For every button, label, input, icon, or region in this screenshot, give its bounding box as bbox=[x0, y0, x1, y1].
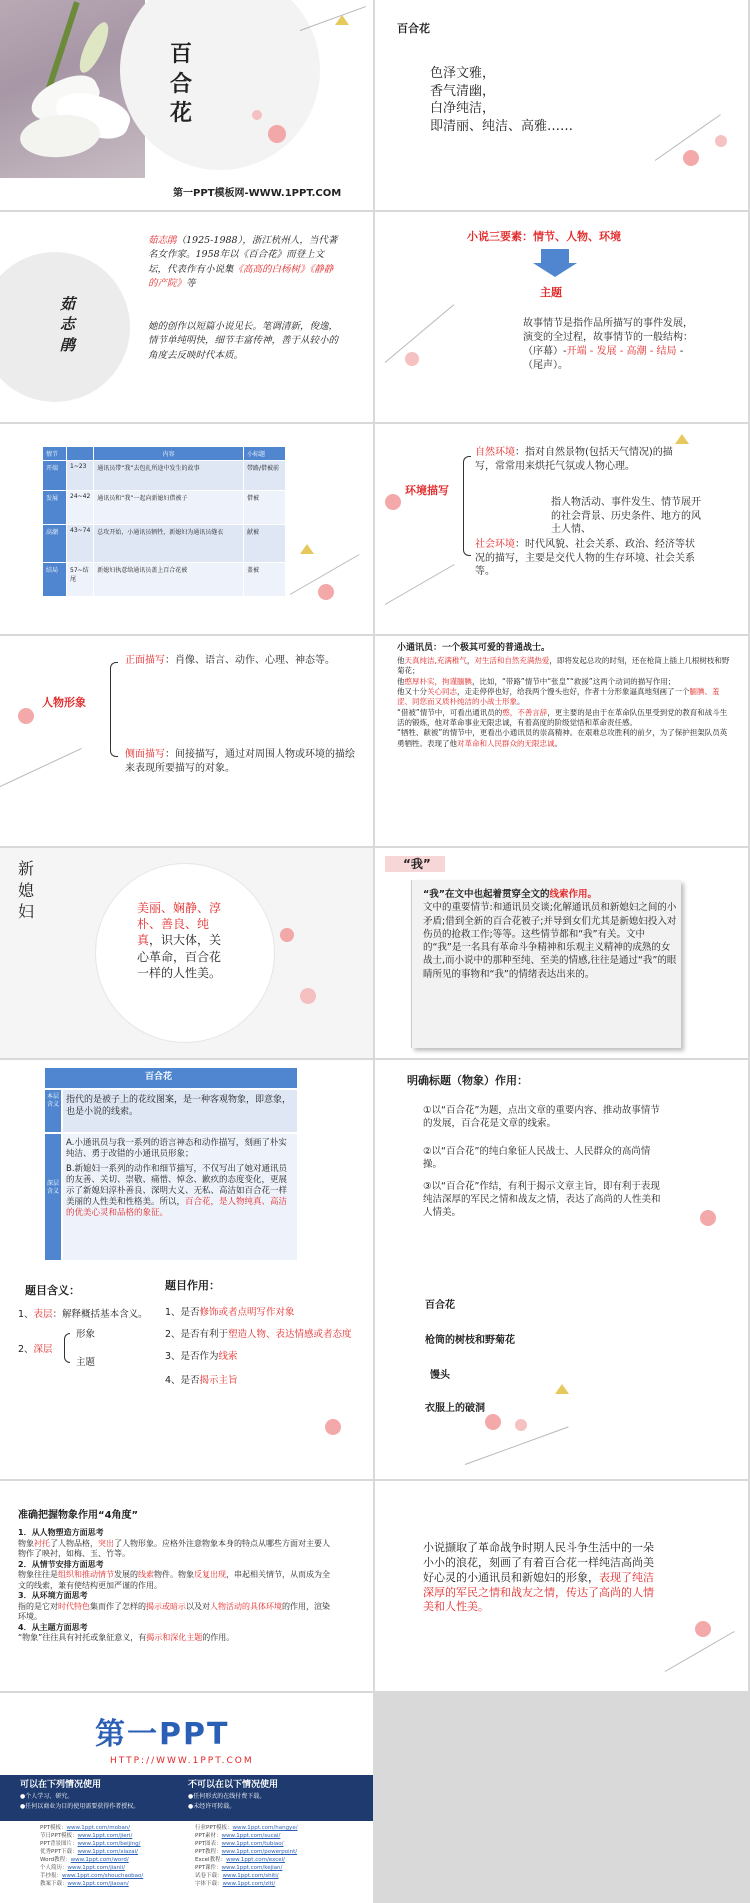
link[interactable]: www.1ppt.com/jianli/ bbox=[67, 1864, 126, 1871]
link[interactable]: www.1ppt.com/moban/ bbox=[66, 1825, 131, 1831]
title-function-heading: 明确标题（物象）作用： bbox=[407, 1074, 528, 1087]
cannot-use-1: ●任何形式的在线付费下载。 bbox=[188, 1793, 266, 1800]
link-row bbox=[195, 1857, 298, 1865]
table-cell: 借被 bbox=[244, 491, 286, 525]
link[interactable]: www.1ppt.com/word/ bbox=[70, 1856, 129, 1863]
line: 香气清幽， bbox=[430, 83, 496, 99]
link-label: PPT教程： bbox=[195, 1848, 222, 1855]
flower-deco bbox=[252, 110, 262, 120]
branch-deco bbox=[385, 304, 455, 363]
text: 2、是否有利于 bbox=[165, 1329, 229, 1340]
brand-url: HTTP://WWW.1PPT.COM bbox=[110, 1756, 254, 1766]
messenger-analysis bbox=[397, 656, 730, 749]
highlight: 憨厚朴实，拘谨腼腆 bbox=[404, 676, 472, 686]
link-row bbox=[195, 1841, 298, 1849]
table-cell: 通讯员和“我”一起向新媳妇借被子 bbox=[94, 491, 244, 525]
can-use-title: 可以在下列情况使用 bbox=[20, 1780, 102, 1790]
function-item-3 bbox=[165, 1351, 238, 1364]
angle-body-4 bbox=[18, 1633, 333, 1644]
text: ，串起相关情节，从而成为全文的线索，兼有使结构更加严谨的作用。 bbox=[18, 1570, 330, 1590]
narrator-tag-text: “我” bbox=[403, 857, 431, 871]
flower-deco bbox=[683, 150, 699, 166]
table-row bbox=[43, 491, 286, 525]
text: “我”在文中也起着贯穿全文的 bbox=[423, 889, 550, 900]
slide-4-elements bbox=[375, 212, 748, 422]
slide-10-narrator bbox=[375, 848, 748, 1058]
narrator-body: 文中的重要情节:和通讯员交谈;化解通讯员和新媳妇之间的小矛盾;借到全新的百合花被子;并导到女们尤其是新媳妇投入对伤员的抢救工作;等等。这些情节都和“我”有关。文中的“我”是一名具有革命斗争精神和乐观主义精神的成熟的女战士,而小说中的那种至纯、至美的情感,往往是通过“我”的眼睛所见的事物和“我”的情绪表达出来的。 bbox=[423, 902, 677, 980]
social-label: 社会环境 bbox=[475, 539, 515, 550]
social-text: ：时代风貌、社会关系、政治、经济等状况的描写，主要是交代人物的生存环境、社会关系等。 bbox=[475, 539, 695, 577]
bride-character bbox=[137, 900, 229, 981]
plot-description bbox=[523, 317, 698, 373]
highlight: 对生活和自然充满热爱 bbox=[474, 656, 550, 665]
link-row bbox=[195, 1825, 298, 1833]
social-environment-top: 指人物活动、事件发生、情节展开的社会背景、历史条件、地方的风土人情、 bbox=[551, 497, 701, 535]
highlight: 揭示或暗示 bbox=[146, 1601, 186, 1611]
flower-deco bbox=[385, 494, 401, 510]
author-vertical-name bbox=[60, 294, 75, 355]
row1-content: 指代的是被子上的花纹图案，是一种客观物象，即意象，也是小说的线索。 bbox=[66, 1095, 292, 1118]
summary-theme: 表现了纯洁深厚的军民之情和战友之情，传达了高尚的人情美和人性美。 bbox=[423, 1570, 654, 1614]
meaning-sub-2: 主题 bbox=[76, 1357, 96, 1368]
can-use-1: ●个人学习、研究。 bbox=[20, 1793, 74, 1800]
text: 的作用。 bbox=[202, 1633, 235, 1643]
table-cell: 带路/借被前 bbox=[244, 461, 286, 491]
branch-deco bbox=[665, 1631, 735, 1672]
natural-environment bbox=[475, 446, 690, 473]
text: 物象往往是 bbox=[18, 1570, 58, 1580]
link[interactable]: www.1ppt.com/sucai/ bbox=[221, 1832, 281, 1839]
plot-structure: 开端 - 发展 - 高潮 - 结局 bbox=[566, 346, 677, 357]
link-row bbox=[40, 1841, 143, 1849]
link-label: 个人简历： bbox=[40, 1864, 68, 1871]
empty-gray-cell bbox=[375, 1693, 750, 1903]
slide-15-object-angles bbox=[0, 1481, 373, 1691]
flower-deco bbox=[405, 352, 419, 366]
plot-text: 故事情节是指作品所描写的事件发展，演变的全过程，故事情节的一般结构：（序幕）- bbox=[523, 318, 693, 357]
row2-label-cell bbox=[45, 1134, 61, 1260]
natural-label: 自然环境 bbox=[475, 447, 515, 458]
analysis-p2 bbox=[397, 677, 730, 687]
direct-description bbox=[125, 654, 355, 668]
link-row bbox=[40, 1833, 143, 1841]
link-row bbox=[40, 1873, 143, 1881]
branch-deco bbox=[300, 6, 366, 31]
right-link-list bbox=[195, 1825, 298, 1889]
cover-website: 第一PPT模板网-WWW.1PPT.COM bbox=[173, 188, 342, 199]
angle-heading-1: 1．从人物塑造方面思考 bbox=[18, 1528, 104, 1537]
narrator-content bbox=[423, 888, 678, 981]
direct-text: ：肖像、语言、动作、心理、神态等。 bbox=[165, 655, 335, 666]
angle-heading-3: 3．从环境方面思考 bbox=[18, 1591, 88, 1601]
link-label: Word教程： bbox=[40, 1856, 71, 1863]
angles-content bbox=[18, 1528, 333, 1644]
slide-3-author bbox=[0, 212, 373, 422]
name-char: 茹 bbox=[60, 295, 76, 313]
function-heading: 题目作用： bbox=[165, 1279, 220, 1292]
link[interactable]: www.1ppt.com/powerpoint/ bbox=[221, 1848, 298, 1855]
table-cell: 24~42 bbox=[67, 491, 94, 525]
text: B.新媳妇一系列的动作和细节描写，不仅写出了她对通讯员的友善、关切、崇敬、痛惜、悼念、歉疚的态度变化，更展示了新媳妇淳朴善良、深明大义、无私、高洁如百合花一样美丽的人性美和性格美。所以， bbox=[66, 1164, 288, 1208]
function-item-2 bbox=[165, 1329, 352, 1342]
table-cell: 献被 bbox=[244, 525, 286, 563]
text: 指的是它对 bbox=[18, 1601, 58, 1611]
text: 发展的 bbox=[114, 1570, 138, 1580]
author-bio bbox=[148, 234, 338, 291]
bio-text: 等 bbox=[186, 277, 196, 289]
text: 了人物形象。应格外注意物象本身的特点从哪些方面对主要人物作了映衬，如梅、玉、竹等。 bbox=[18, 1538, 330, 1559]
lily-description bbox=[430, 65, 573, 135]
text: 4、是否 bbox=[165, 1375, 200, 1386]
highlight: 对革命和人民群众的无限忠诚 bbox=[457, 738, 555, 748]
link-row bbox=[195, 1865, 298, 1873]
text: 了人物品格， bbox=[50, 1538, 98, 1548]
meaning-sub-1: 形象 bbox=[76, 1329, 96, 1340]
highlight: 人物活动的具体环境 bbox=[210, 1601, 282, 1611]
lily-petal-c bbox=[18, 112, 101, 161]
link[interactable]: www.1ppt.com/xiazai/ bbox=[77, 1848, 139, 1855]
indirect-text: ：间接描写，通过对周围人物或环境的描绘来表现所要描写的对象。 bbox=[125, 749, 355, 774]
text: 的作用，渲染环境。 bbox=[18, 1601, 330, 1622]
analysis-p1 bbox=[397, 656, 730, 677]
table-cell: 总攻开始，小通讯员牺牲，新媳妇为通讯员缝衣 bbox=[94, 525, 244, 563]
function-item-4 bbox=[165, 1375, 238, 1388]
line: 即清丽、纯洁、高雅…… bbox=[430, 118, 574, 134]
link-label: 手抄报： bbox=[40, 1872, 63, 1879]
text: “物象”往往具有衬托或象征意义，有 bbox=[18, 1633, 147, 1643]
bird-deco bbox=[555, 1384, 569, 1394]
down-arrow bbox=[541, 249, 569, 263]
brace bbox=[64, 1333, 70, 1363]
can-use-2: ●任何以商业为目的使用需要获得作者授权。 bbox=[20, 1803, 140, 1810]
link-row bbox=[40, 1881, 143, 1889]
highlight: 表层 bbox=[33, 1309, 53, 1320]
flower-deco bbox=[318, 584, 334, 600]
meaning-item-2 bbox=[18, 1344, 53, 1357]
cover-title bbox=[170, 40, 192, 129]
slide-17-copyright bbox=[0, 1693, 373, 1903]
table-row bbox=[43, 461, 286, 491]
title-circle bbox=[120, 0, 320, 170]
table-row bbox=[43, 563, 286, 597]
bio-text: （1925-1988），浙江杭州人，当代著名女作家。1958年以《百合花》而登上文坛，代表作有小说集 bbox=[148, 235, 338, 275]
object-2: 枪筒的树枝和野菊花 bbox=[425, 1335, 515, 1346]
brace bbox=[110, 662, 118, 757]
slide-2-lily bbox=[375, 0, 748, 210]
text: 他 bbox=[397, 656, 405, 665]
line: 白净纯洁， bbox=[430, 101, 496, 117]
messenger-title: 小通讯员：一个极其可爱的普通战士。 bbox=[397, 643, 551, 653]
object-4: 衣服上的破洞 bbox=[425, 1403, 485, 1414]
table-cell: 57~结尾 bbox=[67, 563, 94, 597]
highlight: 腼腆、羞涩、同您而又质朴纯洁的小战士形象 bbox=[397, 687, 720, 707]
table-header-text: 百合花 bbox=[145, 1072, 173, 1082]
link[interactable]: www.1ppt.com/jiaoan/ bbox=[67, 1880, 129, 1887]
link-label: PPT课件： bbox=[195, 1864, 222, 1871]
bride-summary: ，识大体，关心革命，百合花一样的人性美。 bbox=[137, 933, 222, 980]
angle-body-1 bbox=[18, 1539, 333, 1560]
natural-text: ：指对自然景物(包括天气情况)的描写，常常用来烘托气氛或人物心理。 bbox=[475, 447, 673, 472]
highlight: 揭示主旨 bbox=[199, 1375, 238, 1386]
text: “借被”情节中，可看出通讯员的 bbox=[397, 707, 503, 717]
link-row bbox=[195, 1833, 298, 1841]
flower-deco bbox=[695, 1621, 711, 1637]
row2-content bbox=[66, 1138, 294, 1219]
cannot-use-2: ●未经许可转载。 bbox=[188, 1803, 236, 1810]
title-char-3: 花 bbox=[170, 100, 193, 127]
text: 。 bbox=[554, 738, 562, 748]
highlight: 线索 bbox=[218, 1351, 238, 1362]
slide-13-title-meaning bbox=[0, 1269, 373, 1479]
link-label: PPT背景图片： bbox=[40, 1840, 78, 1847]
bird-deco bbox=[335, 15, 349, 25]
author-name: 茹志鹃 bbox=[148, 235, 177, 246]
bird-deco bbox=[300, 544, 314, 554]
highlight: 揭示和深化主题 bbox=[146, 1633, 203, 1643]
bird-deco bbox=[675, 434, 689, 444]
environment-label: 环境描写 bbox=[405, 484, 449, 497]
text: ，比如，“带路”情节中“张皇”“救援”这两个动词的描写作用； bbox=[472, 676, 676, 686]
function-point-3: ③以“百合花”作结，有利于揭示文章主旨，即有利于表现纯洁深厚的军民之情和战友之情，表达了高尚的人性美和人情美。 bbox=[423, 1181, 661, 1218]
title-char: 妇 bbox=[18, 902, 35, 922]
angle-heading-4: 4．从主题方面思考 bbox=[18, 1622, 88, 1632]
meaning-item-1 bbox=[18, 1309, 148, 1322]
highlight: 时代特色 bbox=[58, 1601, 90, 1611]
highlight: 修饰或者点明写作对象 bbox=[199, 1307, 295, 1318]
flower-deco bbox=[18, 708, 34, 724]
text: 1、 bbox=[18, 1309, 34, 1320]
link[interactable]: www.1ppt.com/ziti/ bbox=[222, 1880, 276, 1887]
link-row bbox=[195, 1849, 298, 1857]
slide-5-plot-table bbox=[0, 424, 373, 634]
highlight: 塑造人物、表达情感或者态度 bbox=[228, 1329, 352, 1340]
object-3: 馒头 bbox=[430, 1370, 450, 1381]
link[interactable]: www.1ppt.com/shouchaobao/ bbox=[62, 1872, 144, 1879]
link-label: 节日PPT模板： bbox=[40, 1832, 78, 1839]
link-label: 字体下载： bbox=[195, 1880, 223, 1887]
row2-label: 深层含义 bbox=[47, 1180, 60, 1195]
row2-point-a: A.小通讯员与我一系列的语言神态和动作描写，刻画了朴实纯洁、勇于改错的小通讯员形象； bbox=[66, 1138, 287, 1160]
link[interactable]: www.1ppt.com/jieri/ bbox=[77, 1832, 133, 1839]
name-char: 志 bbox=[60, 315, 76, 334]
plot-text: -（尾声）。 bbox=[523, 346, 684, 371]
brand-logo: 第一PPT bbox=[95, 1717, 230, 1752]
text: 集而作了怎样的 bbox=[90, 1601, 146, 1611]
flower-deco bbox=[268, 125, 286, 143]
link[interactable]: www.1ppt.com/tubiao/ bbox=[221, 1840, 284, 1847]
angle-heading-2: 2．从情节安排方面思考 bbox=[18, 1559, 104, 1569]
plot-table bbox=[42, 446, 286, 597]
highlight: 关心同志 bbox=[427, 687, 457, 697]
angle-body-2 bbox=[18, 1570, 333, 1591]
flower-deco bbox=[515, 1419, 527, 1431]
link-label: 教案下载： bbox=[40, 1880, 68, 1887]
link[interactable]: www.1ppt.com/kejian/ bbox=[221, 1864, 283, 1871]
table-cell: 新媳妇执意给通讯员盖上百合花被 bbox=[94, 563, 244, 597]
table-cell: 43~74 bbox=[67, 525, 94, 563]
highlight: 反复出现 bbox=[194, 1570, 226, 1580]
brace bbox=[463, 456, 471, 556]
narrator-intro bbox=[423, 888, 678, 901]
branch-deco bbox=[0, 748, 82, 787]
flower-deco bbox=[485, 1414, 501, 1430]
link-row bbox=[40, 1825, 143, 1833]
object-1: 百合花 bbox=[425, 1300, 455, 1311]
slide-6-environment bbox=[375, 424, 748, 634]
bride-traits: 美丽、娴静、淳朴、善良、纯真 bbox=[137, 901, 222, 948]
slide-11-title-meaning-table bbox=[0, 1060, 373, 1270]
branch-deco bbox=[385, 564, 455, 605]
text: ，更主要的是由于在革命队伍里受到党的教育和战斗生活的锻炼，他对革命事业无限忠诚，有着高度的阶级觉悟和革命责任感。 bbox=[397, 707, 728, 728]
slide-7-character bbox=[0, 636, 373, 846]
link-label: Excel教程： bbox=[195, 1856, 227, 1863]
header-cell: 情节 bbox=[43, 447, 67, 461]
text: 3、是否作为 bbox=[165, 1351, 219, 1362]
slide-14-objects bbox=[375, 1269, 748, 1479]
text: 他 bbox=[397, 676, 405, 686]
branch-deco bbox=[465, 1426, 569, 1465]
flower-deco bbox=[325, 1419, 341, 1435]
link-row bbox=[195, 1881, 298, 1889]
link[interactable]: www.1ppt.com/beijing/ bbox=[77, 1840, 141, 1847]
analysis-p4 bbox=[397, 708, 730, 729]
analysis-p3 bbox=[397, 687, 730, 708]
bio-works: 《高高的白杨树》《静静的产院》 bbox=[148, 263, 334, 289]
text: ，走走停停也好，给我两个馒头也好，作者十分形象逼真地刻画了一个 bbox=[457, 687, 690, 697]
link[interactable]: www.1ppt.com/hangye/ bbox=[232, 1825, 298, 1831]
line: 色泽文雅， bbox=[430, 66, 496, 81]
author-style: 她的创作以短篇小说见长。笔调清新，俊逸，情节单纯明快，细节丰富传神，善于从较小的角度去反映时代本质。 bbox=[148, 321, 339, 361]
flower-deco bbox=[715, 135, 727, 147]
function-item-1 bbox=[165, 1307, 295, 1320]
text: 物象 bbox=[18, 1538, 34, 1548]
row2-point-b bbox=[66, 1164, 294, 1219]
header-cell bbox=[67, 447, 94, 461]
cannot-use-title: 不可以在以下情况使用 bbox=[188, 1780, 279, 1790]
slide-8-messenger bbox=[375, 636, 748, 846]
text: 物件。物象 bbox=[154, 1570, 194, 1580]
link[interactable]: www.1ppt.com/excel/ bbox=[226, 1856, 286, 1863]
table-cell: 通讯员带“我”去包扎所途中发生的故事 bbox=[94, 461, 244, 491]
angle-body-3 bbox=[18, 1602, 333, 1623]
function-point-1: ①以“百合花”为题，点出文章的重要内容、推动故事情节的发展，百合花是文章的线索。 bbox=[423, 1105, 660, 1129]
indirect-description bbox=[125, 748, 360, 775]
angles-heading: 准确把握物象作用“4角度” bbox=[18, 1510, 139, 1521]
social-environment bbox=[475, 538, 701, 579]
link-label: PPT图表： bbox=[195, 1840, 222, 1847]
link-label: 行业PPT模板： bbox=[195, 1825, 233, 1831]
title-char: 媳 bbox=[18, 880, 35, 900]
link-label: PPT素材： bbox=[195, 1832, 222, 1839]
link[interactable]: www.1ppt.com/shiti/ bbox=[222, 1872, 279, 1879]
bride-vertical-title bbox=[18, 858, 34, 923]
link-row bbox=[40, 1865, 143, 1873]
table-cell: 高潮 bbox=[43, 525, 67, 563]
link-label: 试卷下载： bbox=[195, 1872, 223, 1879]
function-point-2: ②以“百合花”的纯白象征人民战士、人民群众的高尚情操。 bbox=[423, 1146, 651, 1170]
table-cell: 1~23 bbox=[67, 461, 94, 491]
text: 以及对 bbox=[186, 1601, 210, 1611]
down-arrow-head bbox=[533, 263, 577, 277]
slide-16-summary bbox=[375, 1481, 748, 1691]
summary-text: 小说撷取了革命战争时期人民斗争生活中的一朵小小的浪花，刻画了有着百合花一样纯洁高尚美好心灵的小通讯员和新媳妇的形象， bbox=[423, 1541, 654, 1584]
highlight: 憨，不善言辞 bbox=[502, 707, 548, 717]
title-char-2: 合 bbox=[170, 70, 193, 97]
text: 2、 bbox=[18, 1344, 34, 1355]
table-row bbox=[43, 525, 286, 563]
story-summary bbox=[423, 1541, 658, 1615]
table-cell: 开端 bbox=[43, 461, 67, 491]
flower-deco bbox=[300, 988, 316, 1004]
slide-9-bride bbox=[0, 848, 373, 1058]
character-label: 人物形象 bbox=[42, 696, 86, 709]
theme-label: 主题 bbox=[540, 286, 562, 299]
lily-bud bbox=[74, 19, 114, 76]
header-cell: 小标题 bbox=[244, 447, 286, 461]
direct-label: 正面描写 bbox=[125, 655, 165, 666]
table-cell: 盖被 bbox=[244, 563, 286, 597]
link-row bbox=[40, 1857, 143, 1865]
indirect-label: 侧面描写 bbox=[125, 749, 165, 760]
three-elements-heading: 小说三要素：情节、人物、环境 bbox=[467, 230, 621, 243]
highlight: 组织和推动情节 bbox=[58, 1570, 114, 1580]
flower-deco bbox=[280, 928, 294, 942]
text: 。 bbox=[517, 697, 525, 707]
text: 1、是否 bbox=[165, 1307, 200, 1318]
text: ，即将发起总攻的时刻，还在枪筒上插上几根树枝和野菊花； bbox=[397, 656, 730, 676]
slide-title: 百合花 bbox=[397, 22, 430, 35]
slide-12-title-function bbox=[375, 1060, 748, 1270]
highlight: 百合花，是人物纯真、高洁的优美心灵和品格的象征。 bbox=[66, 1197, 288, 1219]
meaning-heading: 题目含义： bbox=[25, 1284, 80, 1297]
left-link-list bbox=[40, 1825, 143, 1889]
link-row bbox=[40, 1849, 143, 1857]
link-row bbox=[195, 1873, 298, 1881]
header-cell: 内容 bbox=[94, 447, 244, 461]
highlight: 线索 bbox=[138, 1570, 154, 1580]
text: ， bbox=[466, 656, 475, 665]
slide-1-cover bbox=[0, 0, 373, 210]
title-char-1: 百 bbox=[170, 41, 193, 67]
analysis-p5 bbox=[397, 728, 730, 749]
row1-label: 本层含义 bbox=[47, 1093, 60, 1108]
text: 他又十分 bbox=[397, 687, 427, 697]
flower-deco bbox=[700, 1210, 716, 1226]
highlight: 深层 bbox=[33, 1344, 53, 1355]
link-label: 优秀PPT下载： bbox=[40, 1848, 78, 1855]
table-cell: 结局 bbox=[43, 563, 67, 597]
highlight: 线索作用。 bbox=[549, 889, 598, 900]
title-char: 新 bbox=[18, 859, 35, 878]
table-cell: 发展 bbox=[43, 491, 67, 525]
highlight: 衬托 bbox=[34, 1538, 50, 1548]
text: “牺牲、献被”的情节中，更看出小通讯员的崇高精神。在艰难总攻胜利的前夕，为了保护担架队员英勇牺牲。表现了他 bbox=[397, 728, 728, 748]
highlight: 突出 bbox=[98, 1538, 114, 1548]
table-header-row bbox=[43, 447, 286, 461]
name-char: 鹃 bbox=[60, 335, 76, 354]
highlight: 天真纯洁,充满稚气 bbox=[404, 656, 467, 665]
text: ：解释概括基本含义。 bbox=[52, 1309, 148, 1320]
link-label: PPT模板： bbox=[40, 1825, 67, 1831]
